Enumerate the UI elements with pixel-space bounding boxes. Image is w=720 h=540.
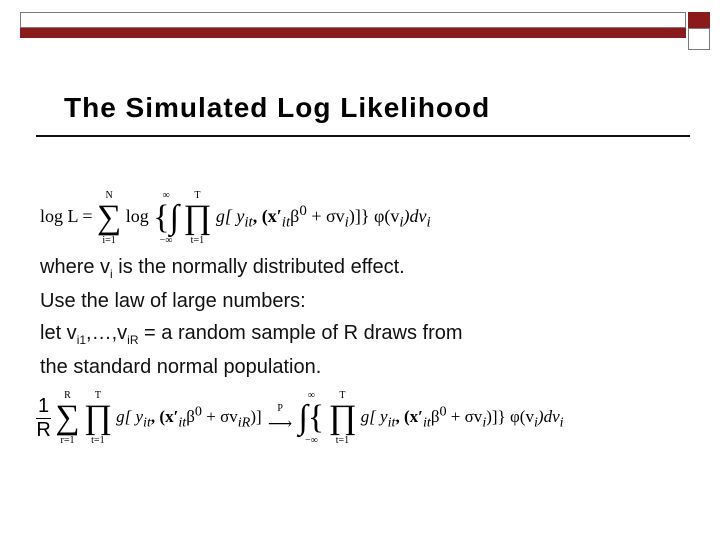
header-bar-fill	[20, 28, 686, 38]
title-divider	[36, 135, 690, 137]
text-where-vi: where $v_i$ is the normally distributed effect.	[40, 256, 405, 281]
header-square-filled	[688, 12, 710, 28]
eq2-rhs-product: T ∏ t=1	[328, 390, 357, 446]
header-square-outline	[688, 28, 710, 50]
simulation-equation: $\frac{1}{R}$ R ∑ r=1 T ∏ t=1 g[ $y_{it}$, $(x'_{it}\beta^0 + \sigma v_{iR})$] P ⟶ ∞ ∫{ −∞ T ∏ t=1 g[ $y_{it}$, $(x'_{it}\beta^0 + \sigma v_i)$]} $\varphi(v_i)dv_i$	[36, 390, 564, 446]
text-standard-normal: the standard normal population.	[40, 356, 322, 378]
header-bar-outline	[20, 12, 686, 28]
eq1-integral: ∞ {∫ −∞	[153, 190, 179, 246]
eq2-integral: ∞ ∫{ −∞	[298, 390, 325, 446]
eq1-sum: N ∑ i=1	[96, 190, 122, 246]
eq1-product: T ∏ t=1	[183, 190, 212, 246]
text-law-large-numbers: Use the law of large numbers:	[40, 290, 306, 312]
header-decoration	[20, 12, 710, 38]
log-likelihood-equation: log L = N ∑ i=1 log ∞ {∫ −∞ T ∏ t=1 g[ $y_{it}$, $(x'_{it}\beta^0 + \sigma v_i)$]} $\varphi(v_i)dv_i$	[40, 190, 431, 246]
eq2-product: T ∏ t=1	[83, 390, 112, 446]
text-random-sample: let $v_{i1},\dots,v_{iR} = a$ random sample of R draws from	[40, 322, 463, 347]
slide-title: The Simulated Log Likelihood	[64, 92, 491, 123]
convergence-arrow: P ⟶	[267, 402, 293, 433]
eq2-fraction: $\frac{1}{R}$	[36, 394, 51, 441]
eq1-log: log	[125, 206, 149, 227]
eq2-sum: R ∑ r=1	[55, 390, 80, 446]
eq1-lhs: log L =	[40, 206, 93, 227]
